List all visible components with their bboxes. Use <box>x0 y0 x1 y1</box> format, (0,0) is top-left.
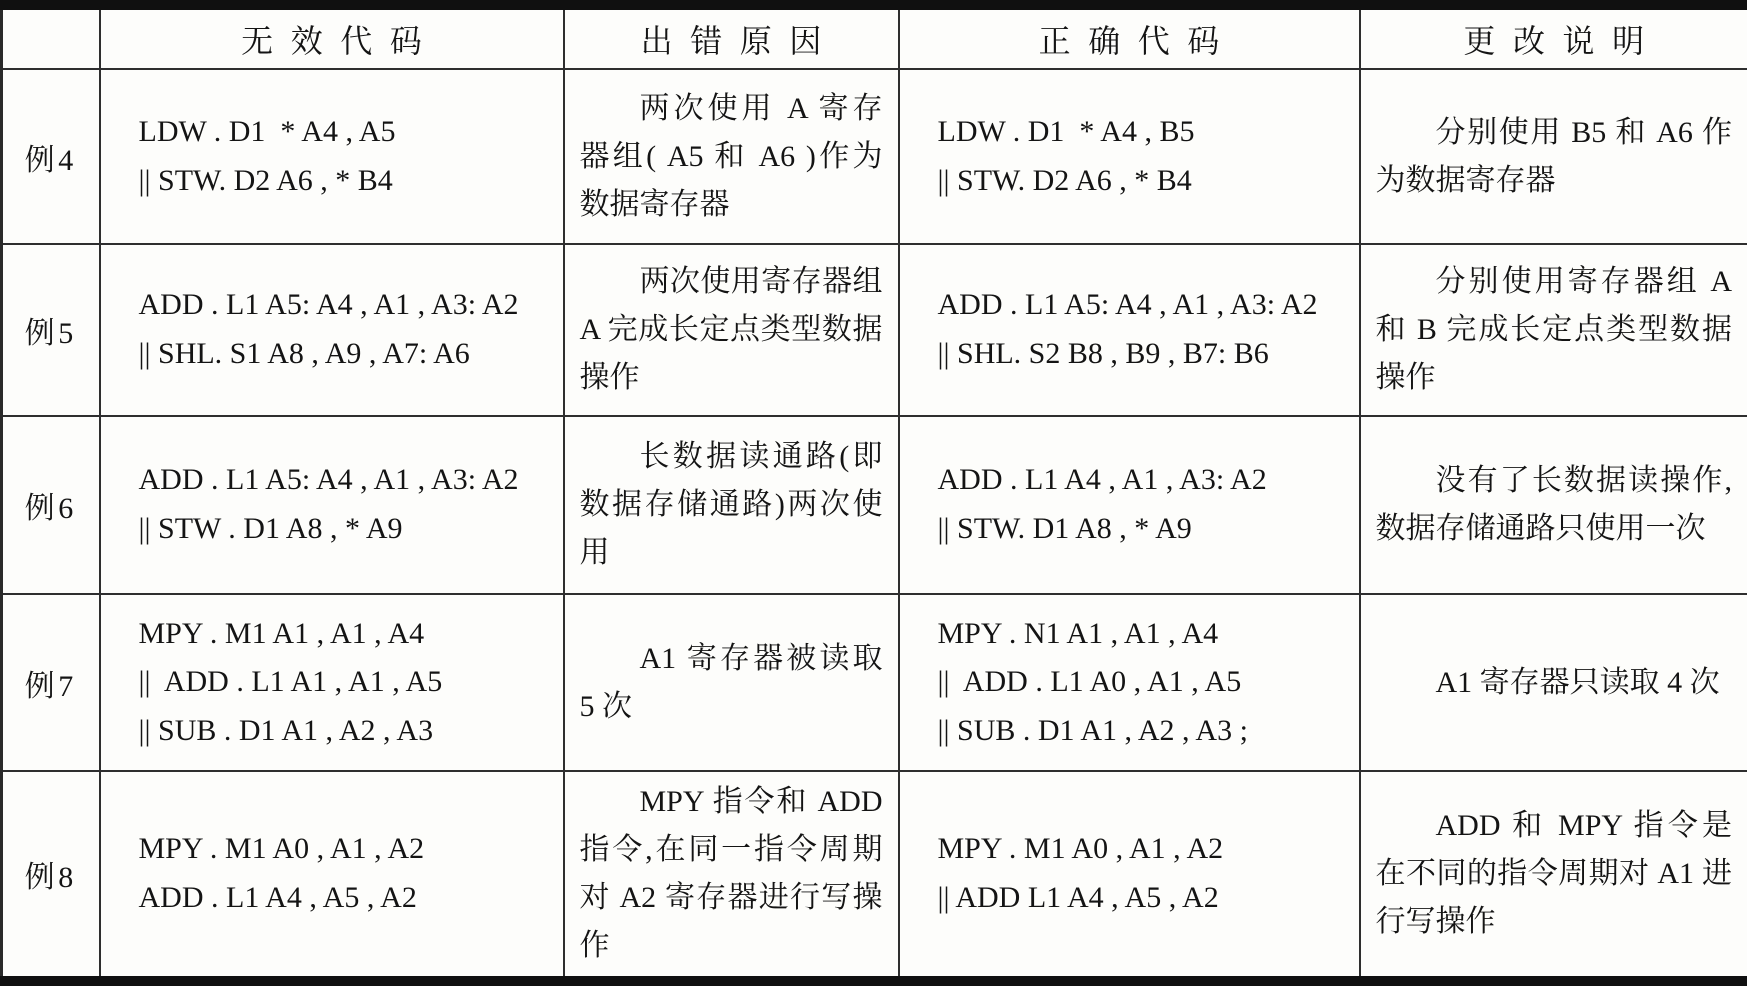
paragraph: ADD 和 MPY 指令是在不同的指令周期对 A1 进行写操作 <box>1375 809 1732 938</box>
correct-code-cell <box>899 594 1360 771</box>
paragraph: MPY 指令和 ADD 指令,在同一指令周期对 A2 寄存器进行写操作 <box>579 785 883 962</box>
invalid-code-cell <box>100 244 564 416</box>
code-line: ADD . L1 A5: A4 , A1 , A3: A2 <box>138 288 519 322</box>
header-invalid-code: 无效代码 <box>100 5 564 69</box>
change-note-cell <box>1360 244 1747 416</box>
code-line: ADD . L1 A5: A4 , A1 , A3: A2 <box>937 288 1318 322</box>
paragraph: A1 寄存器只读取 4 次 <box>1435 665 1720 699</box>
code-line: ADD . L1 A4 , A1 , A3: A2 <box>937 463 1267 497</box>
table-row <box>2 771 1747 982</box>
error-reason-cell <box>564 69 899 244</box>
header-row <box>2 5 1747 69</box>
paragraph: 分别使用 B5 和 A6 作为数据寄存器 <box>1375 115 1732 197</box>
correct-code-cell <box>899 244 1360 416</box>
invalid-code-cell <box>100 69 564 244</box>
code-line: || SUB . D1 A1 , A2 , A3 <box>138 713 434 747</box>
code-line: || SUB . D1 A1 , A2 , A3 ; <box>937 713 1248 747</box>
table-header <box>2 5 1747 69</box>
error-reason-cell <box>564 416 899 594</box>
paragraph: 长数据读通路(即数据存储通路)两次使用 <box>579 440 883 569</box>
correct-code-cell <box>899 69 1360 244</box>
example-label: 例6 <box>2 416 100 594</box>
code-line: || STW. D2 A6 , * B4 <box>138 163 393 197</box>
code-line: || STW. D2 A6 , * B4 <box>937 163 1192 197</box>
code-line: ADD . L1 A5: A4 , A1 , A3: A2 <box>138 463 519 497</box>
paragraph: 分别使用寄存器组 A 和 B 完成长定点类型数据操作 <box>1375 265 1732 394</box>
invalid-code-cell <box>100 416 564 594</box>
invalid-code-cell <box>100 771 564 982</box>
code-line: || ADD . L1 A0 , A1 , A5 <box>937 665 1242 699</box>
change-note-cell <box>1360 69 1747 244</box>
header-correct-code: 正确代码 <box>899 5 1360 69</box>
code-line: MPY . M1 A0 , A1 , A2 <box>138 832 425 866</box>
code-line: LDW . D1 * A4 , A5 <box>138 114 396 148</box>
table-row <box>2 594 1747 771</box>
code-line: MPY . M1 A1 , A1 , A4 <box>138 616 425 650</box>
header-example <box>2 5 100 69</box>
example-label: 例5 <box>2 244 100 416</box>
code-line: || ADD . L1 A1 , A1 , A5 <box>138 665 443 699</box>
invalid-code-cell <box>100 594 564 771</box>
example-label: 例8 <box>2 771 100 982</box>
code-line: ADD . L1 A4 , A5 , A2 <box>138 881 417 914</box>
change-note-cell <box>1360 594 1747 771</box>
paragraph: 没有了长数据读操作,数据存储通路只使用一次 <box>1375 464 1732 545</box>
code-line: MPY . N1 A1 , A1 , A4 <box>937 616 1219 650</box>
code-line: LDW . D1 * A4 , B5 <box>937 114 1195 148</box>
example-label: 例7 <box>2 594 100 771</box>
table-body <box>2 69 1747 982</box>
example-label: 例4 <box>2 69 100 244</box>
error-reason-cell <box>564 594 899 771</box>
error-reason-cell <box>564 244 899 416</box>
header-error-reason: 出错原因 <box>564 5 899 69</box>
table-row <box>2 69 1747 244</box>
error-reason-cell <box>564 771 899 982</box>
code-line: || STW. D1 A8 , * A9 <box>937 512 1192 545</box>
code-line: || STW . D1 A8 , * A9 <box>138 512 403 545</box>
correct-code-cell <box>899 416 1360 594</box>
code-line: || SHL. S1 A8 , A9 , A7: A6 <box>138 337 470 370</box>
code-line: || ADD L1 A4 , A5 , A2 <box>937 881 1219 914</box>
table-row <box>2 416 1747 594</box>
correct-code-cell <box>899 771 1360 982</box>
header-change-note: 更改说明 <box>1360 5 1747 69</box>
paragraph: 两次使用寄存器组 A 完成长定点类型数据操作 <box>579 265 883 394</box>
code-line: || SHL. S2 B8 , B9 , B7: B6 <box>937 337 1269 370</box>
change-note-cell <box>1360 416 1747 594</box>
paragraph: A1 寄存器被读取 5 次 <box>579 641 883 723</box>
code-line: MPY . M1 A0 , A1 , A2 <box>937 832 1224 866</box>
change-note-cell <box>1360 771 1747 982</box>
table-row <box>2 244 1747 416</box>
paragraph: 两次使用 A 寄存器组( A5 和 A6 )作为数据寄存器 <box>579 91 883 221</box>
